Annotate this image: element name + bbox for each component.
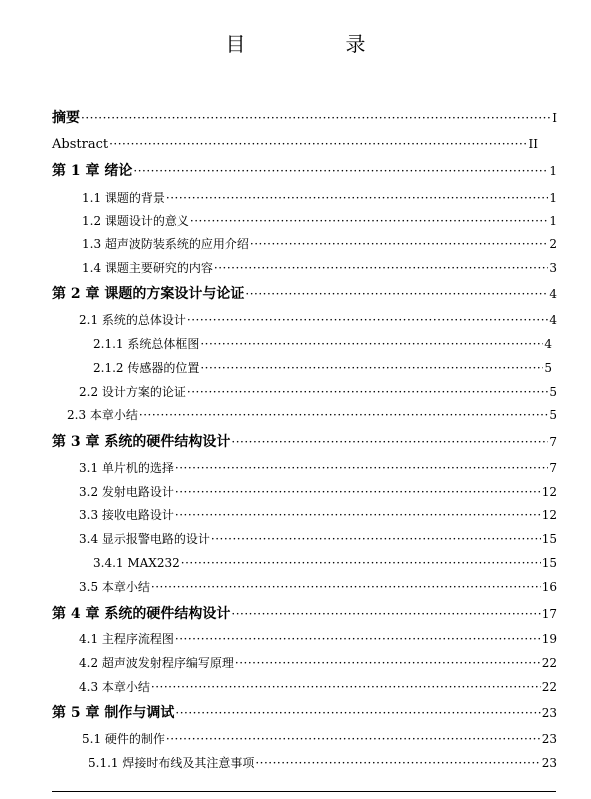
toc-entry[interactable] <box>79 653 557 673</box>
leader-dots <box>175 482 541 502</box>
toc-entry-page: 5 <box>549 385 557 399</box>
toc-entry-label: 第 1 章 绪论 <box>52 163 133 179</box>
toc-entry[interactable] <box>79 677 557 697</box>
leader-dots <box>235 653 541 673</box>
toc-entry-page: 12 <box>541 485 557 499</box>
toc-entry-page: 4 <box>544 337 552 351</box>
leader-dots <box>231 604 540 624</box>
toc-entry-label: 2.3 本章小结 <box>67 408 138 422</box>
leader-dots <box>175 703 540 723</box>
leader-dots <box>175 629 541 649</box>
toc-entry[interactable] <box>52 134 538 154</box>
toc-entry-page: 22 <box>541 656 557 670</box>
toc-entry[interactable] <box>82 729 557 749</box>
toc-entry-label: 3.3 接收电路设计 <box>79 508 174 522</box>
toc-entry[interactable] <box>79 577 557 597</box>
toc-entry-page: II <box>528 137 538 151</box>
leader-dots <box>200 334 543 354</box>
leader-dots <box>231 432 548 452</box>
toc-entry-page: 23 <box>541 732 557 746</box>
toc-entry-label: 1.2 课题设计的意义 <box>82 214 189 228</box>
leader-dots <box>181 553 541 573</box>
toc-entry-label: 2.2 设计方案的论证 <box>79 385 186 399</box>
toc-entry[interactable] <box>82 211 557 231</box>
toc-entry-label: 5.1 硬件的制作 <box>82 732 165 746</box>
toc-entry-label: 4.3 本章小结 <box>79 680 150 694</box>
leader-dots <box>133 161 548 181</box>
toc-entry-page: 23 <box>541 706 557 720</box>
toc-entry[interactable] <box>52 432 557 452</box>
toc-entry-label: 第 3 章 系统的硬件结构设计 <box>52 434 231 450</box>
toc-entry[interactable] <box>52 703 557 723</box>
toc-entry[interactable] <box>79 505 557 525</box>
toc-entry-page: 15 <box>541 556 557 570</box>
toc-entry-page: 22 <box>541 680 557 694</box>
toc-entry-label: 第 4 章 系统的硬件结构设计 <box>52 606 231 622</box>
toc-entry[interactable] <box>82 188 557 208</box>
toc-entry-label: 1.4 课题主要研究的内容 <box>82 261 213 275</box>
toc-entry-page: 4 <box>549 287 557 301</box>
leader-dots <box>214 258 548 278</box>
toc-entry-page: 5 <box>544 361 552 375</box>
page-title: 目 录 <box>225 32 406 56</box>
toc-entry-page: 1 <box>549 164 557 178</box>
toc-entry-label: 1.3 超声波防装系统的应用介绍 <box>82 237 249 251</box>
toc-entry[interactable] <box>52 161 557 181</box>
toc-entry-label: 5.1.1 焊接时布线及其注意事项 <box>88 756 255 770</box>
leader-dots <box>245 284 548 304</box>
toc-entry-label: 3.4.1 MAX232 <box>93 556 180 570</box>
leader-dots <box>211 529 541 549</box>
toc-entry[interactable] <box>79 458 557 478</box>
footer-rule <box>52 791 556 792</box>
toc-entry-label: 1.1 课题的背景 <box>82 191 165 205</box>
toc-entry[interactable] <box>52 284 557 304</box>
toc-entry[interactable] <box>52 108 557 128</box>
toc-entry-label: 2.1.1 系统总体框图 <box>93 337 200 351</box>
toc-entry[interactable] <box>82 234 557 254</box>
leader-dots <box>187 382 548 402</box>
toc-entry[interactable] <box>88 753 557 773</box>
toc-entry[interactable] <box>52 604 557 624</box>
toc-entry-page: 12 <box>541 508 557 522</box>
leader-dots <box>151 677 541 697</box>
leader-dots <box>255 753 540 773</box>
toc-entry-page: 23 <box>541 756 557 770</box>
toc-entry-page: 1 <box>549 191 557 205</box>
toc-entry-label: 摘要 <box>52 110 80 126</box>
leader-dots <box>200 358 543 378</box>
toc-entry-label: 第 2 章 课题的方案设计与论证 <box>52 286 245 302</box>
toc-entry[interactable] <box>93 553 557 573</box>
leader-dots <box>139 405 548 425</box>
toc-entry-page: 1 <box>549 214 557 228</box>
leader-dots <box>250 234 548 254</box>
toc-entry[interactable] <box>79 482 557 502</box>
toc-entry-label: 3.4 显示报警电路的设计 <box>79 532 210 546</box>
toc-entry-label: 3.1 单片机的选择 <box>79 461 174 475</box>
toc-entry[interactable] <box>93 334 552 354</box>
toc-entry-label: Abstract <box>52 137 109 152</box>
toc-entry-label: 第 5 章 制作与调试 <box>52 705 175 721</box>
toc-entry-page: 7 <box>549 461 557 475</box>
toc-entry-label: 3.2 发射电路设计 <box>79 485 174 499</box>
toc-entry-page: 5 <box>549 408 557 422</box>
toc-entry[interactable] <box>79 310 557 330</box>
toc-entry-label: 4.2 超声波发射程序编写原理 <box>79 656 234 670</box>
toc-entry-label: 2.1 系统的总体设计 <box>79 313 186 327</box>
leader-dots <box>187 310 548 330</box>
leader-dots <box>151 577 541 597</box>
leader-dots <box>175 505 541 525</box>
toc-entry-page: 3 <box>549 261 557 275</box>
toc-entry[interactable] <box>79 529 557 549</box>
toc-entry-label: 3.5 本章小结 <box>79 580 150 594</box>
leader-dots <box>190 211 548 231</box>
toc-entry-page: I <box>552 111 557 125</box>
toc-entry-page: 7 <box>549 435 557 449</box>
toc-entry[interactable] <box>79 382 557 402</box>
toc-entry[interactable] <box>67 405 557 425</box>
leader-dots <box>81 108 551 128</box>
toc-entry-page: 4 <box>549 313 557 327</box>
toc-entry-page: 19 <box>541 632 557 646</box>
toc-entry-label: 2.1.2 传感器的位置 <box>93 361 200 375</box>
leader-dots <box>109 134 527 154</box>
leader-dots <box>166 188 548 208</box>
toc-entry-page: 2 <box>549 237 557 251</box>
leader-dots <box>175 458 548 478</box>
toc-entry[interactable] <box>79 629 557 649</box>
toc-entry[interactable] <box>82 258 557 278</box>
toc-entry-page: 17 <box>541 607 557 621</box>
leader-dots <box>166 729 541 749</box>
toc-entry-page: 16 <box>541 580 557 594</box>
toc-entry-label: 4.1 主程序流程图 <box>79 632 174 646</box>
toc-entry-page: 15 <box>541 532 557 546</box>
toc-entry[interactable] <box>93 358 552 378</box>
